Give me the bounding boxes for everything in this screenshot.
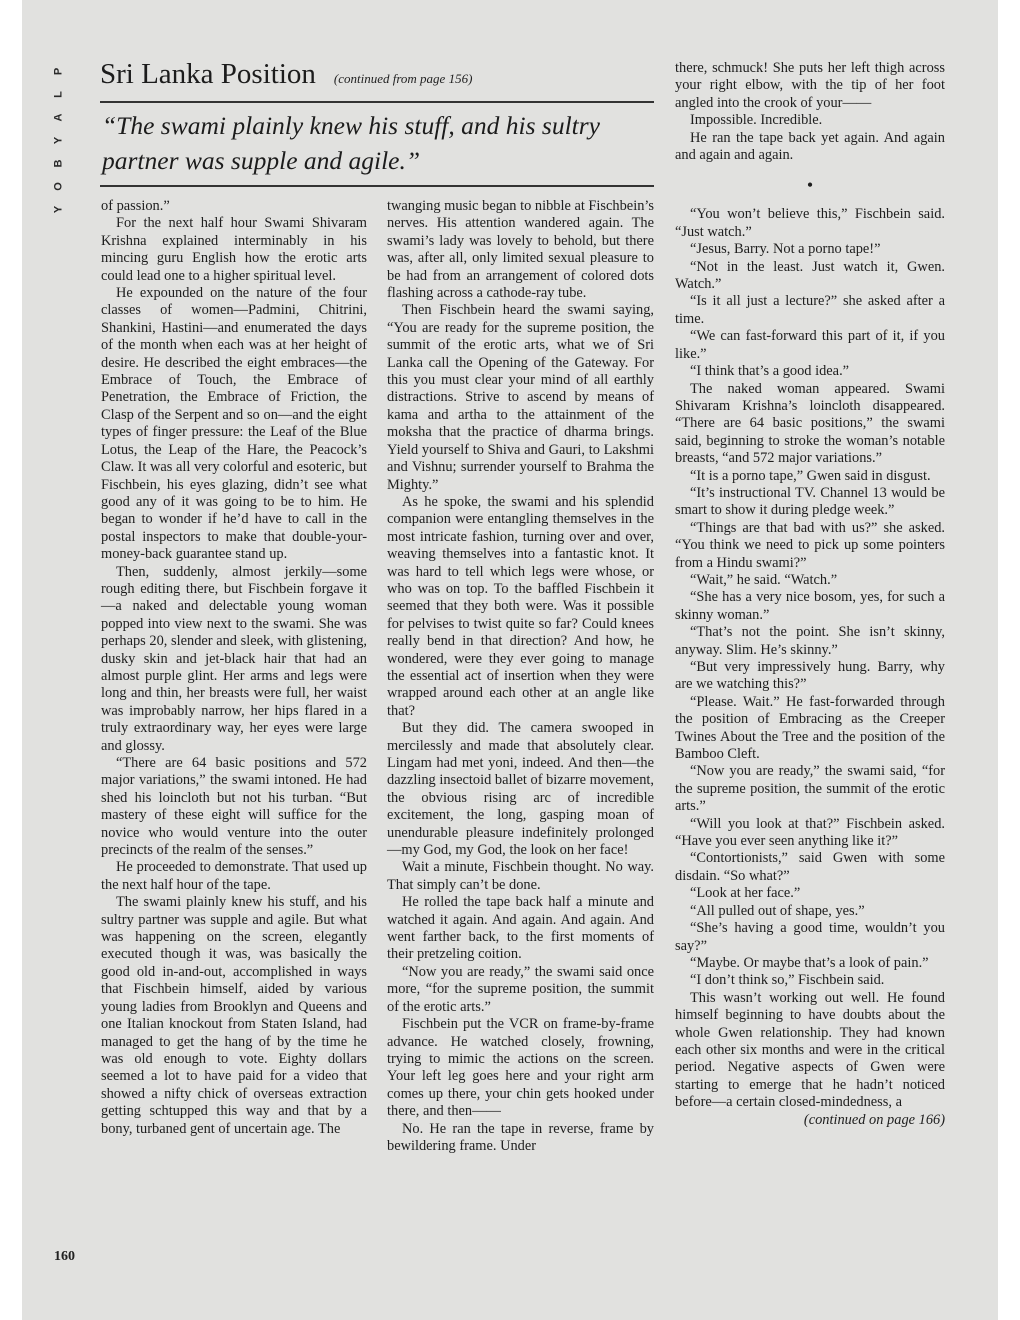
paragraph: The naked woman appeared. Swami Shivaram Krishna’s loincloth disappeared. “There are 64 basic positions,” the swami said, beginning to stroke the woman’s notable breasts, “and 572 major variations.” bbox=[675, 380, 945, 467]
paragraph: He proceeded to demonstrate. That used up the next half hour of the tape. bbox=[101, 859, 367, 893]
paragraph: “It’s instructional TV. Channel 13 would be smart to show it during pledge week.” bbox=[675, 484, 945, 519]
paragraph: “We can fast-forward this part of it, if you like.” bbox=[675, 328, 945, 362]
paragraph: of passion.” bbox=[101, 198, 170, 214]
paragraph: He ran the tape back yet again. And again and again and again. bbox=[675, 129, 945, 164]
paragraph: “Things are that bad with us?” she asked. “You think we need to pick up some pointers from a Hindu swami?” bbox=[675, 519, 945, 571]
paragraph: But they did. The camera swooped in mercilessly and made that absolutely clear. Lingam had met yoni, indeed. And then—the dazzling insectoid ballet of bizarre movement, the obvious rising arc of incredible excitement, the long, gasping moan of unendurable pleasure indefinitely prolonged—my God, my God, the look on her face! bbox=[387, 720, 654, 859]
paragraph: “I think that’s a good idea.” bbox=[690, 363, 850, 380]
paragraph: “I don’t think so,” Fischbein said. bbox=[690, 972, 885, 989]
pull-quote-rule bbox=[100, 185, 654, 187]
paragraph: “But very impressively hung. Barry, why are we watching this?” bbox=[675, 659, 945, 693]
paragraph: “It is a porno tape,” Gwen said in disgust. bbox=[690, 467, 931, 484]
article-header bbox=[100, 58, 652, 91]
paragraph: twanging music began to nibble at Fischbein’s nerves. His attention wandered again. The swami’s lady was lovely to behold, but there was, after all, only limited sexual pleasure to be had from an arrangement of colored dots flashing across a cathode-ray tube. bbox=[387, 198, 654, 302]
paragraph: “Will you look at that?” Fischbein asked. “Have you ever seen anything like it?” bbox=[675, 815, 945, 850]
paragraph: As he spoke, the swami and his splendid companion were entangling themselves in the most intricate fashion, turning over and over, weaving themselves into a fantastic knot. It was hard to tell which legs were whose, or who was on top. To the baffled Fischbein it seemed that they both were. Was it possible for pelvises to twist quite so far? Could knees really bend in that direction? And how, he wondered, were they ever going to manage the essential act of insertion when they were wrapped around each other at an angle like that? bbox=[387, 493, 654, 719]
text-column-2 bbox=[387, 198, 654, 1155]
paragraph: “Now you are ready,” the swami said, “for the supreme position, the summit of the erotic arts.” bbox=[675, 763, 945, 815]
magazine-letter: L bbox=[52, 91, 65, 98]
magazine-letter: Y bbox=[52, 136, 65, 145]
text-column-1 bbox=[101, 198, 367, 1138]
magazine-letter: B bbox=[52, 159, 65, 168]
paragraph: there, schmuck! She puts her left thigh across your right elbow, with the tip of her foot angled into the crook of your—— bbox=[675, 60, 945, 111]
magazine-name-vertical bbox=[48, 60, 70, 221]
magazine-letter: P bbox=[52, 67, 65, 76]
paragraph: Wait a minute, Fischbein thought. No way. That simply can’t be done. bbox=[387, 859, 654, 893]
paragraph: “That’s not the point. She isn’t skinny, anyway. Slim. He’s skinny.” bbox=[675, 624, 945, 658]
paragraph: For the next half hour Swami Shivaram Krishna explained interminably in his mincing guru English how the erotic arts could lead one to a higher spiritual level. bbox=[101, 215, 367, 284]
paragraph: “Jesus, Barry. Not a porno tape!” bbox=[690, 241, 881, 258]
continued-on-note: (continued on page 166) bbox=[803, 1111, 945, 1128]
paragraph: “Not in the least. Just watch it, Gwen. Watch.” bbox=[675, 258, 945, 293]
text-column-3 bbox=[675, 60, 945, 1129]
article-title: Sri Lanka Position bbox=[100, 58, 316, 90]
paragraph: “Look at her face.” bbox=[690, 885, 801, 902]
paragraph: The swami plainly knew his stuff, and his sultry partner was supple and agile. But what was happening on the screen, elegantly executed though it was, was basically the good old in-and-out, accomplished in ways that Fischbein himself, aided by various young ladies from Brooklyn and Queens and one Italian knockout from Staten Island, had managed to get the hang of by the time he was old enough to vote. Eighty dollars seemed a lot to have paid for a video that showed a nifty chick of overseas extraction getting schtupped this way and that by a bony, turbaned gent of uncertain age. The bbox=[101, 894, 367, 1137]
paragraph: “Now you are ready,” the swami said once more, “for the supreme position, the summit of the erotic arts.” bbox=[387, 963, 654, 1015]
paragraph: “She’s having a good time, wouldn’t you say?” bbox=[675, 920, 945, 954]
paragraph: “You won’t believe this,” Fischbein said. “Just watch.” bbox=[675, 206, 945, 240]
magazine-letter: O bbox=[52, 182, 65, 191]
continued-from-note: (continued from page 156) bbox=[333, 71, 473, 86]
paragraph: He expounded on the nature of the four classes of women—Padmini, Chitrini, Shankini, Hastini—and enumerated the days of the month when each was at her height of desire. He described the eight embraces—the Embrace of Touch, the Embrace of Penetration, the Embrace of Friction, the Clasp of the Serpent and so on—and the eight types of finger pressure: the Leaf of the Blue Lotus, the Leap of the Hare, the Peacock’s Claw. It was all very colorful and esoteric, but Fischbein, his eyes glazing, didn’t see what good any of it was going to be to him. He began to wonder if he’d have to call in the postal inspectors to make that double-your-money-back guarantee stand up. bbox=[101, 285, 368, 563]
paragraph: Impossible. Incredible. bbox=[690, 112, 823, 129]
paragraph: “Maybe. Or maybe that’s a look of pain.” bbox=[690, 954, 929, 971]
section-break-bullet: • bbox=[806, 175, 814, 196]
paragraph: “There are 64 basic positions and 572 major variations,” the swami intoned. He had shed his loincloth but not his turban. “But mastery of these eight will suffice for the novice who would venture into the outer precincts of the realm of the senses.” bbox=[101, 755, 367, 859]
page-number: 160 bbox=[54, 1249, 75, 1264]
header-rule bbox=[100, 101, 654, 103]
pull-quote: “The swami plainly knew his stuff, and his sultry partner was supple and agile.” bbox=[102, 111, 600, 175]
magazine-letter: A bbox=[52, 113, 65, 122]
paragraph: “Wait,” he said. “Watch.” bbox=[690, 571, 838, 588]
paragraph: Then Fischbein heard the swami saying, “You are ready for the supreme position, the summit of the erotic arts, what we of Sri Lanka call the Opening of the Gateway. For this you must clear your mind of all earthly distractions. Strive to ascend by means of kama and artha to the attainment of the moksha that the practice of dharma brings. Yield yourself to Shiva and Gauri, to Lakshmi and Vishnu; surrender yourself to Brahma the Mighty.” bbox=[387, 302, 654, 493]
magazine-letter: Y bbox=[52, 205, 65, 214]
paragraph: Then, suddenly, almost jerkily—some rough editing there, but Fischbein forgave it—a naked and delectable young woman popped into view next to the swami. She was perhaps 20, slender and sleek, with glistening, dusky skin and jet-black hair that had an almost purple glint. Her arms and legs were long and thin, her breasts were full, her waist was improbably narrow, her hips flared in a truly extraordinary way, her eyes were large and glossy. bbox=[101, 563, 367, 754]
paragraph: “She has a very nice bosom, yes, for such a skinny woman.” bbox=[675, 589, 945, 623]
paragraph: This wasn’t working out well. He found himself beginning to have doubts about the whole Gwen relationship. They had known each other six months and were in the critical period. Negative aspects of Gwen were starting to emerge that he hadn’t noticed before—a certain closed-mindedness, a bbox=[675, 989, 945, 1111]
magazine-page bbox=[22, 0, 998, 1320]
paragraph: Fischbein put the VCR on frame-by-frame advance. He watched closely, frowning, trying to mimic the actions on the screen. Your left leg goes here and your right arm comes up there, your chin gets hooked under there, and then—— bbox=[387, 1016, 654, 1120]
paragraph: “Is it all just a lecture?” she asked after a time. bbox=[675, 293, 945, 327]
paragraph: “Contortionists,” said Gwen with some disdain. “So what?” bbox=[675, 850, 945, 884]
paragraph: “All pulled out of shape, yes.” bbox=[690, 902, 865, 919]
paragraph: “Please. Wait.” He fast-forwarded through the position of Embracing as the Creeper Twines About the Tree and the position of the Bamboo Cleft. bbox=[675, 693, 945, 763]
paragraph: He rolled the tape back half a minute and watched it again. And again. And again. And went farther back, to the first moments of their pretzeling coition. bbox=[387, 894, 654, 963]
paragraph: No. He ran the tape in reverse, frame by bewildering frame. Under bbox=[387, 1120, 654, 1154]
